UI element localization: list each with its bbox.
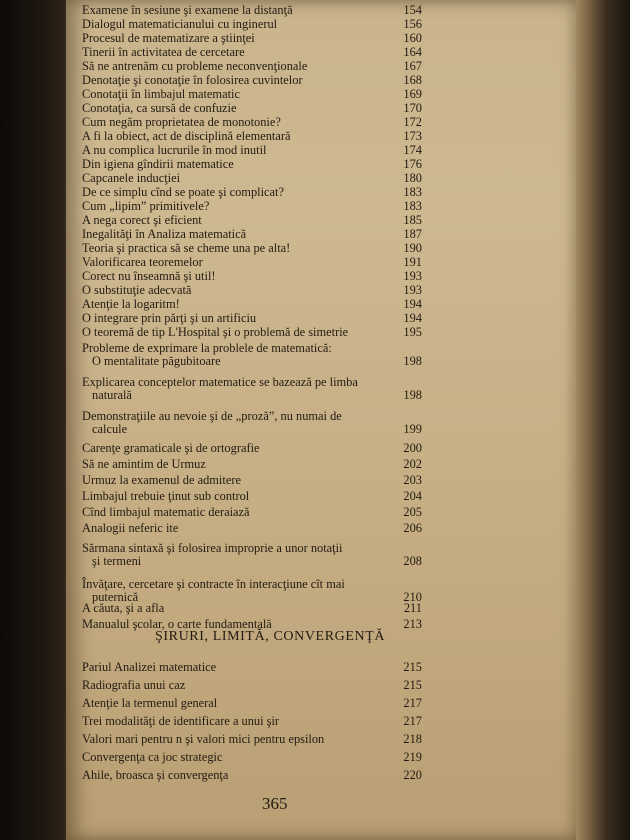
- toc-entry: [82, 172, 422, 185]
- toc-title-continued: calcule: [92, 422, 128, 436]
- toc-page: 194: [403, 297, 422, 311]
- toc-title: Valori mari pentru n şi valori mici pentru epsilon: [82, 732, 325, 746]
- toc-page: 176: [403, 157, 422, 171]
- toc-title: Denotaţie şi conotaţie în folosirea cuvintelor: [82, 73, 303, 87]
- toc-entry: [82, 186, 422, 199]
- toc-entry: [82, 697, 422, 710]
- toc-title: Ahile, broasca şi convergenţa: [82, 768, 229, 782]
- toc-page: 180: [403, 171, 422, 185]
- toc-title: Convergenţa ca joc strategic: [82, 750, 223, 764]
- toc-title: Dialogul matematicianului cu inginerul: [82, 17, 278, 31]
- toc-page: 191: [403, 255, 422, 269]
- toc-page: 213: [403, 617, 422, 631]
- toc-entry: [82, 679, 422, 692]
- toc-entry: [82, 270, 422, 283]
- toc-title: Atenţie la logaritm!: [82, 297, 180, 311]
- toc-entry: [82, 661, 422, 674]
- toc-title: Valorificarea teoremelor: [82, 255, 203, 269]
- toc-title: Sărmana sintaxă şi folosirea improprie a unor notaţii: [82, 541, 343, 555]
- toc-page: 185: [403, 213, 422, 227]
- toc-page: 217: [403, 696, 422, 710]
- toc-page: 218: [403, 732, 422, 746]
- toc-page: 194: [403, 311, 422, 325]
- toc-page: 173: [403, 129, 422, 143]
- toc-title: Pariul Analizei matematice: [82, 660, 217, 674]
- toc-title: Explicarea conceptelor matematice se bazează pe limba: [82, 375, 358, 389]
- toc-entry: [82, 376, 422, 402]
- toc-page: 183: [403, 199, 422, 213]
- toc-entry: [82, 298, 422, 311]
- toc-title: Învăţare, cercetare şi contracte în interacţiune cît mai: [82, 577, 345, 591]
- toc-entry: [82, 458, 422, 471]
- toc-entry: [82, 715, 422, 728]
- toc-entry: [82, 542, 422, 568]
- toc-title: Atenţie la termenul general: [82, 696, 218, 710]
- toc-page: 211: [403, 601, 422, 615]
- toc-entry: [82, 144, 422, 157]
- toc-title: Să ne amintim de Urmuz: [82, 457, 206, 471]
- toc-title: Probleme de exprimare la problele de matematică:: [82, 341, 332, 355]
- toc-page: 198: [403, 354, 422, 368]
- toc-entry: [82, 4, 422, 17]
- toc-entry: [82, 751, 422, 764]
- section-heading: ŞIRURI, LIMITĂ, CONVERGENŢĂ: [155, 629, 386, 644]
- toc-title: Procesul de matematizare a ştiinţei: [82, 31, 255, 45]
- toc-page: 156: [403, 17, 422, 31]
- toc-entry: [82, 506, 422, 519]
- toc-page: 187: [403, 227, 422, 241]
- toc-page: 208: [403, 554, 422, 568]
- toc-title: Să ne antrenăm cu probleme neconvenţionale: [82, 59, 308, 73]
- toc-title: Teoria şi practica să se cheme una pe alta!: [82, 241, 291, 255]
- toc-title: Manualul şcolar, o carte fundamentală: [82, 617, 272, 631]
- toc-page: 215: [403, 660, 422, 674]
- toc-page: 204: [403, 489, 422, 503]
- toc-entry: [82, 490, 422, 503]
- toc-title: Cînd limbajul matematic deraiază: [82, 505, 250, 519]
- toc-entry: [82, 410, 422, 436]
- toc-page: 200: [403, 441, 422, 455]
- toc-title: Capcanele inducţiei: [82, 171, 181, 185]
- toc-title-continued: şi termeni: [92, 554, 142, 568]
- toc-entry: [82, 522, 422, 535]
- toc-title-continued: O mentalitate păgubitoare: [92, 354, 221, 368]
- toc-title: Examene în sesiune şi examene la distanţă: [82, 3, 293, 17]
- toc-title: O substituţie adecvată: [82, 283, 192, 297]
- toc-page: 199: [403, 422, 422, 436]
- toc-entry: [82, 60, 422, 73]
- toc-entry: [82, 733, 422, 746]
- toc-entry: [82, 284, 422, 297]
- toc-page: 174: [403, 143, 422, 157]
- toc-entry: [82, 200, 422, 213]
- toc-entry: [82, 214, 422, 227]
- toc-title: Limbajul trebuie ţinut sub control: [82, 489, 250, 503]
- toc-entry: [82, 88, 422, 101]
- toc-entry: [82, 342, 422, 368]
- toc-page: 160: [403, 31, 422, 45]
- toc-page: 195: [403, 325, 422, 339]
- toc-title: Urmuz la examenul de admitere: [82, 473, 241, 487]
- toc-entry: [82, 442, 422, 455]
- toc-page: 220: [403, 768, 422, 782]
- toc-page: 215: [403, 678, 422, 692]
- toc-entry: [82, 158, 422, 171]
- toc-title: O integrare prin părţi şi un artificiu: [82, 311, 257, 325]
- toc-title: Conotaţia, ca sursă de confuzie: [82, 101, 237, 115]
- toc-title: Cum negăm proprietatea de monotonie?: [82, 115, 281, 129]
- page-number: 365: [262, 794, 288, 813]
- toc-title: A căuta, şi a afla: [82, 601, 165, 615]
- toc-title: Tinerii în activitatea de cercetare: [82, 45, 245, 59]
- toc-page: 164: [403, 45, 422, 59]
- toc-page: 210: [403, 590, 422, 604]
- toc-page: 190: [403, 241, 422, 255]
- toc-page: 202: [403, 457, 422, 471]
- toc-entry: [82, 312, 422, 325]
- toc-title: A nu complica lucrurile în mod inutil: [82, 143, 267, 157]
- toc-entry: [82, 18, 422, 31]
- toc-title: Din igiena gîndirii matematice: [82, 157, 234, 171]
- toc-title: Carenţe gramaticale şi de ortografie: [82, 441, 260, 455]
- toc-page: 172: [403, 115, 422, 129]
- toc-entry: [82, 228, 422, 241]
- toc-title: Demonstraţiile au nevoie şi de „proză”, nu numai de: [82, 409, 342, 423]
- toc-page: 206: [403, 521, 422, 535]
- toc-page: 169: [403, 87, 422, 101]
- toc-page: 219: [403, 750, 422, 764]
- toc-title: Corect nu înseamnă şi util!: [82, 269, 216, 283]
- toc-entry: [82, 32, 422, 45]
- toc-title: Inegalităţi în Analiza matematică: [82, 227, 247, 241]
- toc-entry: [82, 46, 422, 59]
- toc-page: 198: [403, 388, 422, 402]
- toc-entry: [82, 326, 422, 339]
- toc-title: A nega corect şi eficient: [82, 213, 202, 227]
- toc-title: Trei modalităţi de identificare a unui şir: [82, 714, 280, 728]
- toc-title: Cum „lipim” primitivele?: [82, 199, 210, 213]
- toc-page: 167: [403, 59, 422, 73]
- toc-page: 205: [403, 505, 422, 519]
- toc-entry: [82, 102, 422, 115]
- toc-title: O teoremă de tip L'Hospital şi o problemă de simetrie: [82, 325, 349, 339]
- toc-page: 168: [403, 73, 422, 87]
- toc-page: 154: [403, 3, 422, 17]
- toc-title: Radiografia unui caz: [82, 678, 186, 692]
- toc-title: De ce simplu cînd se poate şi complicat?: [82, 185, 284, 199]
- toc-entry: [82, 602, 422, 615]
- toc-page: 170: [403, 101, 422, 115]
- toc-entry: [82, 116, 422, 129]
- toc-entry: [82, 769, 422, 782]
- toc-page: 217: [403, 714, 422, 728]
- toc-page: 203: [403, 473, 422, 487]
- page-edge-shadow: [576, 0, 630, 840]
- toc-entry: [82, 474, 422, 487]
- toc-title-continued: puternică: [92, 590, 139, 604]
- toc-page: 183: [403, 185, 422, 199]
- toc-title-continued: naturală: [92, 388, 132, 402]
- toc-entry: [82, 242, 422, 255]
- toc-title: Conotaţii în limbajul matematic: [82, 87, 240, 101]
- toc-title: A fi la obiect, act de disciplină elementară: [82, 129, 291, 143]
- toc-page: 193: [403, 269, 422, 283]
- toc-page: 193: [403, 283, 422, 297]
- toc-entry: [82, 256, 422, 269]
- toc-title: Analogii neferic ite: [82, 521, 179, 535]
- toc-entry: [82, 74, 422, 87]
- toc-entry: [82, 130, 422, 143]
